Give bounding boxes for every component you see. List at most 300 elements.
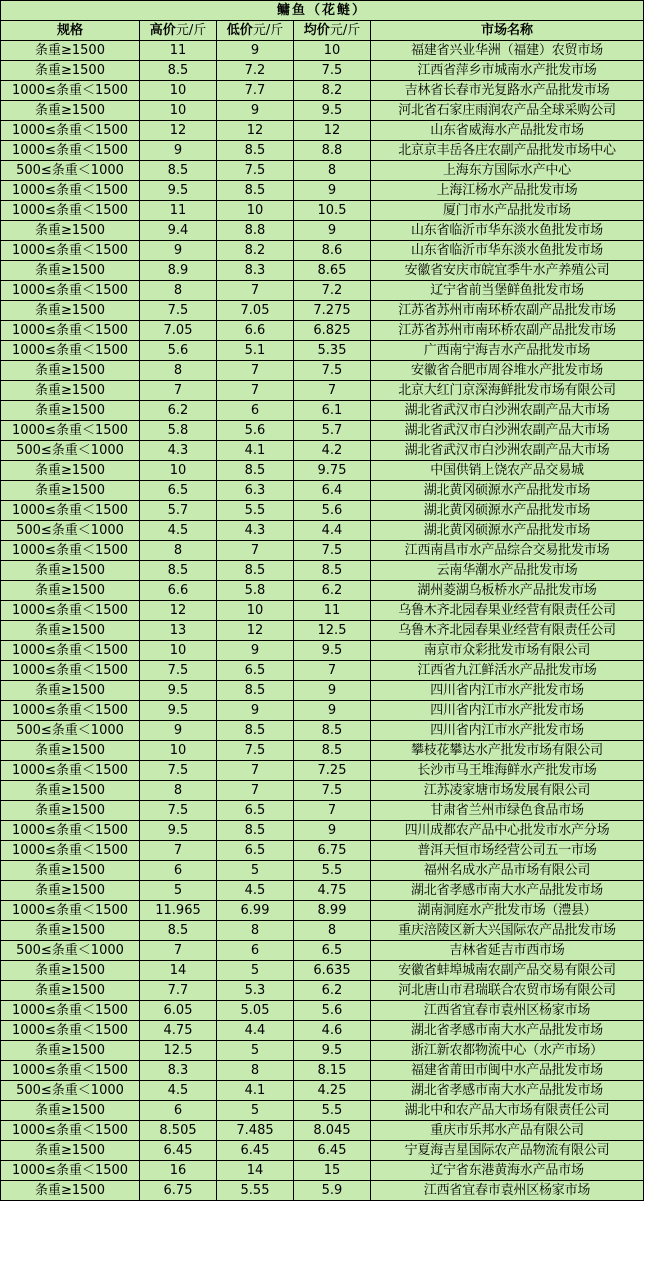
table-row [1, 361, 644, 381]
cell-market-name: 湖北省孝感市南大水产品批发市场 [371, 1021, 644, 1041]
cell-avg-price: 7 [294, 661, 371, 681]
cell-high-price: 5.6 [140, 341, 217, 361]
cell-avg-price: 8.5 [294, 741, 371, 761]
table-row [1, 301, 644, 321]
cell-avg-price: 9 [294, 221, 371, 241]
cell-spec: 条重≥1500 [1, 61, 140, 81]
cell-low-price: 5.8 [217, 581, 294, 601]
cell-market-name: 湖北省武汉市白沙洲农副产品大市场 [371, 421, 644, 441]
cell-low-price: 8.5 [217, 681, 294, 701]
cell-avg-price: 5.6 [294, 501, 371, 521]
cell-market-name: 四川省内江市水产批发市场 [371, 721, 644, 741]
table-row [1, 1001, 644, 1021]
cell-spec: 1000≤条重＜1500 [1, 141, 140, 161]
cell-low-price: 5.05 [217, 1001, 294, 1021]
cell-market-name: 福州名成水产品市场有限公司 [371, 861, 644, 881]
cell-market-name: 江苏省苏州市南环桥农副产品批发市场 [371, 301, 644, 321]
cell-avg-price: 8.15 [294, 1061, 371, 1081]
cell-high-price: 5.8 [140, 421, 217, 441]
cell-avg-price: 6.825 [294, 321, 371, 341]
cell-spec: 条重≥1500 [1, 401, 140, 421]
cell-spec: 条重≥1500 [1, 621, 140, 641]
cell-spec: 1000≤条重＜1500 [1, 661, 140, 681]
cell-spec: 条重≥1500 [1, 981, 140, 1001]
cell-high-price: 10 [140, 81, 217, 101]
table-row [1, 241, 644, 261]
cell-low-price: 12 [217, 121, 294, 141]
cell-avg-price: 7.275 [294, 301, 371, 321]
cell-spec: 条重≥1500 [1, 581, 140, 601]
table-row [1, 681, 644, 701]
table-row [1, 481, 644, 501]
cell-spec: 条重≥1500 [1, 1181, 140, 1201]
cell-spec: 条重≥1500 [1, 961, 140, 981]
cell-spec: 1000≤条重＜1500 [1, 241, 140, 261]
cell-market-name: 厦门市水产品批发市场 [371, 201, 644, 221]
cell-avg-price: 4.2 [294, 441, 371, 461]
cell-market-name: 河北唐山市君瑞联合农贸市场有限公司 [371, 981, 644, 1001]
table-row [1, 661, 644, 681]
cell-high-price: 14 [140, 961, 217, 981]
cell-spec: 1000≤条重＜1500 [1, 841, 140, 861]
cell-spec: 条重≥1500 [1, 681, 140, 701]
cell-avg-price: 8 [294, 161, 371, 181]
cell-avg-price: 7.5 [294, 61, 371, 81]
header-low-label: 低价 [226, 23, 253, 38]
cell-low-price: 6.5 [217, 801, 294, 821]
cell-low-price: 8.5 [217, 141, 294, 161]
cell-market-name: 湖南洞庭水产批发市场（澧县） [371, 901, 644, 921]
cell-low-price: 5.6 [217, 421, 294, 441]
cell-avg-price: 6.5 [294, 941, 371, 961]
table-row [1, 81, 644, 101]
cell-spec: 500≤条重＜1000 [1, 721, 140, 741]
cell-avg-price: 5.7 [294, 421, 371, 441]
cell-spec: 1000≤条重＜1500 [1, 121, 140, 141]
cell-high-price: 10 [140, 641, 217, 661]
cell-avg-price: 9 [294, 681, 371, 701]
table-row [1, 801, 644, 821]
cell-low-price: 6.3 [217, 481, 294, 501]
cell-high-price: 11 [140, 41, 217, 61]
cell-low-price: 6 [217, 401, 294, 421]
cell-avg-price: 10 [294, 41, 371, 61]
cell-high-price: 7 [140, 381, 217, 401]
cell-avg-price: 9.5 [294, 101, 371, 121]
table-row [1, 841, 644, 861]
cell-avg-price: 12 [294, 121, 371, 141]
cell-high-price: 6.6 [140, 581, 217, 601]
table-row [1, 1121, 644, 1141]
cell-market-name: 云南华潮水产品批发市场 [371, 561, 644, 581]
cell-market-name: 山东省临沂市华东淡水鱼批发市场 [371, 221, 644, 241]
cell-market-name: 湖北黄冈硕源水产品批发市场 [371, 481, 644, 501]
cell-avg-price: 9 [294, 821, 371, 841]
table-row [1, 701, 644, 721]
cell-avg-price: 6.4 [294, 481, 371, 501]
header-high-label: 高价 [149, 23, 176, 38]
cell-high-price: 4.5 [140, 1081, 217, 1101]
cell-low-price: 5 [217, 1041, 294, 1061]
header-spec: 规格 [1, 21, 140, 41]
cell-market-name: 乌鲁木齐北园春果业经营有限责任公司 [371, 621, 644, 641]
cell-low-price: 7.5 [217, 741, 294, 761]
cell-avg-price: 7.2 [294, 281, 371, 301]
cell-avg-price: 7 [294, 801, 371, 821]
cell-avg-price: 5.5 [294, 861, 371, 881]
cell-spec: 1000≤条重＜1500 [1, 421, 140, 441]
title-row [1, 1, 644, 21]
cell-high-price: 5 [140, 881, 217, 901]
cell-market-name: 重庆涪陵区新大兴国际农产品批发市场 [371, 921, 644, 941]
cell-avg-price: 11 [294, 601, 371, 621]
cell-spec: 1000≤条重＜1500 [1, 1061, 140, 1081]
cell-market-name: 湖北省武汉市白沙洲农副产品大市场 [371, 441, 644, 461]
table-row [1, 561, 644, 581]
table-row [1, 1101, 644, 1121]
cell-market-name: 攀枝花攀达水产批发市场有限公司 [371, 741, 644, 761]
table-row [1, 1041, 644, 1061]
table-row [1, 261, 644, 281]
cell-avg-price: 7.5 [294, 781, 371, 801]
cell-spec: 条重≥1500 [1, 741, 140, 761]
cell-avg-price: 9.75 [294, 461, 371, 481]
cell-market-name: 江苏省苏州市南环桥农副产品批发市场 [371, 321, 644, 341]
cell-high-price: 9 [140, 141, 217, 161]
cell-high-price: 7.7 [140, 981, 217, 1001]
cell-avg-price: 9 [294, 701, 371, 721]
cell-spec: 1000≤条重＜1500 [1, 81, 140, 101]
header-avg-unit: 元/斤 [329, 23, 361, 38]
cell-high-price: 8.5 [140, 61, 217, 81]
cell-market-name: 辽宁省前当堡鲜鱼批发市场 [371, 281, 644, 301]
table-row [1, 921, 644, 941]
cell-spec: 条重≥1500 [1, 921, 140, 941]
header-high [140, 21, 217, 41]
cell-market-name: 湖北黄冈硕源水产品批发市场 [371, 501, 644, 521]
cell-high-price: 6.75 [140, 1181, 217, 1201]
cell-high-price: 4.3 [140, 441, 217, 461]
cell-spec: 条重≥1500 [1, 861, 140, 881]
cell-spec: 1000≤条重＜1500 [1, 341, 140, 361]
cell-market-name: 甘肃省兰州市绿色食品市场 [371, 801, 644, 821]
table-row [1, 941, 644, 961]
cell-low-price: 5 [217, 961, 294, 981]
header-avg [294, 21, 371, 41]
cell-spec: 条重≥1500 [1, 261, 140, 281]
table-row [1, 321, 644, 341]
table-row [1, 901, 644, 921]
cell-market-name: 辽宁省东港黄海水产品市场 [371, 1161, 644, 1181]
cell-low-price: 8.5 [217, 821, 294, 841]
cell-market-name: 上海东方国际水产中心 [371, 161, 644, 181]
cell-avg-price: 10.5 [294, 201, 371, 221]
cell-avg-price: 4.4 [294, 521, 371, 541]
cell-market-name: 南京市众彩批发市场有限公司 [371, 641, 644, 661]
cell-spec: 1000≤条重＜1500 [1, 1121, 140, 1141]
cell-market-name: 福建省兴业华洲（福建）农贸市场 [371, 41, 644, 61]
cell-spec: 条重≥1500 [1, 361, 140, 381]
cell-spec: 条重≥1500 [1, 481, 140, 501]
table-row [1, 1161, 644, 1181]
table-row [1, 181, 644, 201]
cell-low-price: 7 [217, 361, 294, 381]
cell-market-name: 北京京丰岳各庄农副产品批发市场中心 [371, 141, 644, 161]
table-row [1, 341, 644, 361]
cell-avg-price: 8.5 [294, 721, 371, 741]
cell-high-price: 6.45 [140, 1141, 217, 1161]
header-low [217, 21, 294, 41]
cell-avg-price: 8.045 [294, 1121, 371, 1141]
table-row [1, 401, 644, 421]
table-row [1, 541, 644, 561]
cell-low-price: 8.5 [217, 181, 294, 201]
cell-avg-price: 6.635 [294, 961, 371, 981]
cell-low-price: 9 [217, 41, 294, 61]
cell-high-price: 9 [140, 721, 217, 741]
cell-avg-price: 8.2 [294, 81, 371, 101]
cell-market-name: 安徽省蚌埠城南农副产品交易有限公司 [371, 961, 644, 981]
table-row [1, 221, 644, 241]
cell-low-price: 7 [217, 761, 294, 781]
cell-low-price: 8 [217, 921, 294, 941]
cell-high-price: 6 [140, 1101, 217, 1121]
cell-low-price: 6.45 [217, 1141, 294, 1161]
cell-market-name: 山东省临沂市华东淡水鱼批发市场 [371, 241, 644, 261]
cell-spec: 条重≥1500 [1, 301, 140, 321]
cell-spec: 条重≥1500 [1, 1041, 140, 1061]
cell-avg-price: 8.99 [294, 901, 371, 921]
cell-avg-price: 6.1 [294, 401, 371, 421]
cell-low-price: 8.5 [217, 721, 294, 741]
cell-low-price: 8.5 [217, 461, 294, 481]
cell-high-price: 9 [140, 241, 217, 261]
cell-high-price: 13 [140, 621, 217, 641]
cell-low-price: 8.5 [217, 561, 294, 581]
cell-low-price: 7.05 [217, 301, 294, 321]
cell-low-price: 5.5 [217, 501, 294, 521]
cell-spec: 条重≥1500 [1, 221, 140, 241]
cell-spec: 1000≤条重＜1500 [1, 901, 140, 921]
cell-spec: 条重≥1500 [1, 801, 140, 821]
cell-avg-price: 6.75 [294, 841, 371, 861]
cell-market-name: 山东省威海水产品批发市场 [371, 121, 644, 141]
cell-low-price: 4.5 [217, 881, 294, 901]
cell-high-price: 9.5 [140, 821, 217, 841]
cell-market-name: 广西南宁海吉水产品批发市场 [371, 341, 644, 361]
cell-market-name: 江苏凌家塘市场发展有限公司 [371, 781, 644, 801]
cell-avg-price: 6.2 [294, 981, 371, 1001]
cell-high-price: 8.9 [140, 261, 217, 281]
cell-market-name: 湖北黄冈硕源水产品批发市场 [371, 521, 644, 541]
table-row [1, 881, 644, 901]
cell-high-price: 7.5 [140, 761, 217, 781]
cell-low-price: 6.99 [217, 901, 294, 921]
cell-low-price: 4.3 [217, 521, 294, 541]
cell-high-price: 9.5 [140, 681, 217, 701]
cell-market-name: 四川成都农产品中心批发市水产分场 [371, 821, 644, 841]
cell-market-name: 江西省九江鲜活水产品批发市场 [371, 661, 644, 681]
cell-avg-price: 6.45 [294, 1141, 371, 1161]
cell-avg-price: 7.5 [294, 361, 371, 381]
cell-spec: 1000≤条重＜1500 [1, 321, 140, 341]
cell-spec: 1000≤条重＜1500 [1, 701, 140, 721]
cell-spec: 条重≥1500 [1, 461, 140, 481]
cell-spec: 1000≤条重＜1500 [1, 821, 140, 841]
cell-high-price: 10 [140, 741, 217, 761]
table-row [1, 101, 644, 121]
cell-low-price: 5 [217, 1101, 294, 1121]
cell-spec: 1000≤条重＜1500 [1, 201, 140, 221]
cell-avg-price: 8.5 [294, 561, 371, 581]
cell-spec: 500≤条重＜1000 [1, 441, 140, 461]
cell-high-price: 8.5 [140, 161, 217, 181]
cell-avg-price: 5.35 [294, 341, 371, 361]
cell-avg-price: 7 [294, 381, 371, 401]
cell-high-price: 8.5 [140, 921, 217, 941]
table-row [1, 581, 644, 601]
cell-avg-price: 9 [294, 181, 371, 201]
cell-market-name: 浙江新农都物流中心（水产市场） [371, 1041, 644, 1061]
table-body [1, 41, 644, 1201]
cell-market-name: 吉林省长春市光复路水产品批发市场 [371, 81, 644, 101]
cell-avg-price: 7.5 [294, 541, 371, 561]
cell-low-price: 4.1 [217, 1081, 294, 1101]
cell-high-price: 10 [140, 461, 217, 481]
table-row [1, 421, 644, 441]
cell-low-price: 8.8 [217, 221, 294, 241]
cell-spec: 条重≥1500 [1, 1101, 140, 1121]
table-row [1, 141, 644, 161]
cell-low-price: 9 [217, 701, 294, 721]
cell-market-name: 湖北省孝感市南大水产品批发市场 [371, 881, 644, 901]
cell-avg-price: 8 [294, 921, 371, 941]
cell-spec: 条重≥1500 [1, 41, 140, 61]
cell-low-price: 5.55 [217, 1181, 294, 1201]
cell-low-price: 4.1 [217, 441, 294, 461]
cell-low-price: 8.3 [217, 261, 294, 281]
cell-spec: 条重≥1500 [1, 561, 140, 581]
cell-low-price: 5.1 [217, 341, 294, 361]
cell-high-price: 12.5 [140, 1041, 217, 1061]
cell-high-price: 7.5 [140, 301, 217, 321]
table-row [1, 1141, 644, 1161]
cell-high-price: 6.2 [140, 401, 217, 421]
table-row [1, 161, 644, 181]
table-row [1, 1181, 644, 1201]
cell-low-price: 4.4 [217, 1021, 294, 1041]
cell-low-price: 6.5 [217, 661, 294, 681]
cell-low-price: 6.5 [217, 841, 294, 861]
cell-avg-price: 8.8 [294, 141, 371, 161]
table-row [1, 721, 644, 741]
cell-avg-price: 5.5 [294, 1101, 371, 1121]
cell-high-price: 8.5 [140, 561, 217, 581]
table-row [1, 821, 644, 841]
cell-high-price: 8 [140, 281, 217, 301]
cell-avg-price: 4.6 [294, 1021, 371, 1041]
cell-spec: 1000≤条重＜1500 [1, 1161, 140, 1181]
cell-market-name: 江西南昌市水产品综合交易批发市场 [371, 541, 644, 561]
cell-avg-price: 4.25 [294, 1081, 371, 1101]
table-row [1, 981, 644, 1001]
header-high-unit: 元/斤 [175, 23, 207, 38]
cell-high-price: 8 [140, 361, 217, 381]
cell-avg-price: 9.5 [294, 1041, 371, 1061]
table-row [1, 281, 644, 301]
cell-low-price: 7.485 [217, 1121, 294, 1141]
cell-spec: 条重≥1500 [1, 881, 140, 901]
cell-low-price: 7 [217, 781, 294, 801]
cell-avg-price: 8.65 [294, 261, 371, 281]
table-row [1, 121, 644, 141]
cell-spec: 1000≤条重＜1500 [1, 181, 140, 201]
cell-avg-price: 7.25 [294, 761, 371, 781]
cell-spec: 500≤条重＜1000 [1, 521, 140, 541]
cell-market-name: 四川省内江市水产批发市场 [371, 701, 644, 721]
header-row [1, 21, 644, 41]
cell-high-price: 16 [140, 1161, 217, 1181]
cell-low-price: 7.7 [217, 81, 294, 101]
cell-high-price: 6 [140, 861, 217, 881]
table-row [1, 41, 644, 61]
cell-high-price: 11.965 [140, 901, 217, 921]
cell-avg-price: 8.6 [294, 241, 371, 261]
cell-spec: 1000≤条重＜1500 [1, 1021, 140, 1041]
cell-market-name: 湖北省孝感市南大水产品批发市场 [371, 1081, 644, 1101]
cell-low-price: 5.3 [217, 981, 294, 1001]
cell-spec: 500≤条重＜1000 [1, 161, 140, 181]
cell-market-name: 湖州菱湖乌板桥水产品批发市场 [371, 581, 644, 601]
cell-spec: 条重≥1500 [1, 1141, 140, 1161]
table-row [1, 761, 644, 781]
cell-high-price: 7.05 [140, 321, 217, 341]
table-row [1, 521, 644, 541]
cell-avg-price: 5.9 [294, 1181, 371, 1201]
cell-spec: 1000≤条重＜1500 [1, 1001, 140, 1021]
cell-market-name: 安徽省安庆市皖宜季牛水产养殖公司 [371, 261, 644, 281]
cell-market-name: 河北省石家庄雨润农产品全球采购公司 [371, 101, 644, 121]
cell-high-price: 9.4 [140, 221, 217, 241]
cell-avg-price: 5.6 [294, 1001, 371, 1021]
cell-high-price: 10 [140, 101, 217, 121]
cell-low-price: 9 [217, 101, 294, 121]
cell-market-name: 江西省萍乡市城南水产批发市场 [371, 61, 644, 81]
cell-spec: 1000≤条重＜1500 [1, 541, 140, 561]
cell-low-price: 8.2 [217, 241, 294, 261]
cell-market-name: 福建省莆田市闽中水产品批发市场 [371, 1061, 644, 1081]
cell-market-name: 江西省宜春市袁州区杨家市场 [371, 1181, 644, 1201]
table-row [1, 201, 644, 221]
cell-high-price: 12 [140, 601, 217, 621]
cell-spec: 1000≤条重＜1500 [1, 601, 140, 621]
header-market: 市场名称 [371, 21, 644, 41]
cell-market-name: 中国供销上饶农产品交易城 [371, 461, 644, 481]
table-row [1, 441, 644, 461]
cell-low-price: 7 [217, 381, 294, 401]
cell-avg-price: 12.5 [294, 621, 371, 641]
cell-market-name: 乌鲁木齐北园春果业经营有限责任公司 [371, 601, 644, 621]
table-row [1, 861, 644, 881]
cell-low-price: 12 [217, 621, 294, 641]
header-avg-label: 均价 [303, 23, 330, 38]
cell-avg-price: 6.2 [294, 581, 371, 601]
cell-high-price: 5.7 [140, 501, 217, 521]
cell-low-price: 6.6 [217, 321, 294, 341]
header-low-unit: 元/斤 [252, 23, 284, 38]
cell-avg-price: 4.75 [294, 881, 371, 901]
cell-high-price: 6.05 [140, 1001, 217, 1021]
